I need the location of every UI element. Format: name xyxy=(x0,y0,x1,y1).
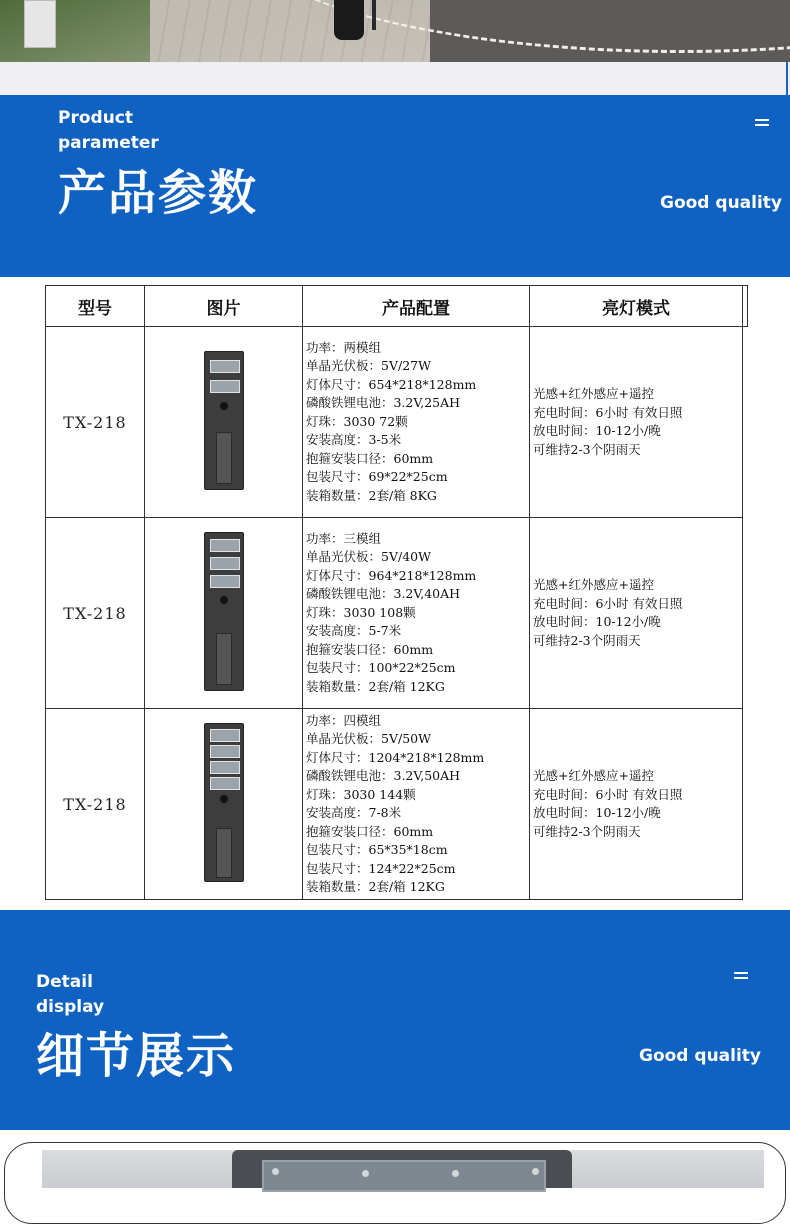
table-row xyxy=(46,709,748,900)
pedestrian-figure xyxy=(334,0,364,40)
header-model: 型号 xyxy=(46,286,145,327)
table-row xyxy=(46,518,748,709)
model-cell: TX-218 xyxy=(46,327,145,518)
section-gap xyxy=(0,62,790,95)
light-mode-cell: 光感+红外感应+遥控 充电时间：6小时 有效日照 放电时间：10-12小/晚 可维持2-3个阴雨天 xyxy=(530,709,743,900)
solar-street-light-image xyxy=(204,532,244,691)
product-image-cell xyxy=(145,709,303,900)
light-mode-cell: 光感+红外感应+遥控 充电时间：6小时 有效日照 放电时间：10-12小/晚 可维持2-3个阴雨天 xyxy=(530,518,743,709)
header-picture: 图片 xyxy=(145,286,303,327)
banner-english-title: Product parameter xyxy=(58,108,159,153)
solar-street-light-image xyxy=(204,351,244,490)
banner-chinese-title: 细节展示 xyxy=(36,1028,237,1084)
detail-display-banner xyxy=(0,910,790,1130)
solar-street-light-image xyxy=(204,723,244,882)
banner-english-title: Detail display xyxy=(36,972,105,1017)
table-row xyxy=(46,327,748,518)
detail-photo xyxy=(42,1150,764,1188)
lamp-pole xyxy=(24,0,56,48)
model-cell: TX-218 xyxy=(46,709,145,900)
menu-icon[interactable] xyxy=(755,119,769,129)
header-light-mode: 亮灯模式 xyxy=(530,286,743,327)
product-image-cell xyxy=(145,327,303,518)
hero-photo xyxy=(0,0,790,62)
config-cell: 功率：两模组 单晶光伏板：5V/27W 灯体尺寸：654*218*128mm 磷酸铁锂电池：3.2V,25AH 灯珠：3030 72颗 安装高度：3-5米 抱箍安装口径：60mm 包装尺寸：69*22*25cm 装箱数量：2套/箱 8KG xyxy=(303,327,530,518)
banner-chinese-title: 产品参数 xyxy=(58,165,259,221)
model-cell: TX-218 xyxy=(46,518,145,709)
spec-table xyxy=(45,285,748,900)
divider xyxy=(786,62,788,95)
banner-tagline: Good quality xyxy=(639,1046,762,1066)
header-config: 产品配置 xyxy=(303,286,530,327)
light-mode-cell: 光感+红外感应+遥控 充电时间：6小时 有效日照 放电时间：10-12小/晚 可维持2-3个阴雨天 xyxy=(530,327,743,518)
product-parameter-banner xyxy=(0,95,790,277)
config-cell: 功率：三模组 单晶光伏板：5V/40W 灯体尺寸：964*218*128mm 磷酸铁锂电池：3.2V,40AH 灯珠：3030 108颗 安装高度：5-7米 抱箍安装口径：60mm 包装尺寸：100*22*25cm 装箱数量：2套/箱 12KG xyxy=(303,518,530,709)
banner-tagline: Good quality xyxy=(660,193,783,213)
product-image-cell xyxy=(145,518,303,709)
table-header-row xyxy=(46,286,748,327)
config-cell: 功率：四模组 单晶光伏板：5V/50W 灯体尺寸：1204*218*128mm 磷酸铁锂电池：3.2V,50AH 灯珠：3030 144颗 安装高度：7-8米 抱箍安装口径：60mm 包装尺寸：65*35*18cm 包装尺寸：124*22*25cm 装箱数量：2套/箱 12KG xyxy=(303,709,530,900)
menu-icon[interactable] xyxy=(734,972,748,982)
